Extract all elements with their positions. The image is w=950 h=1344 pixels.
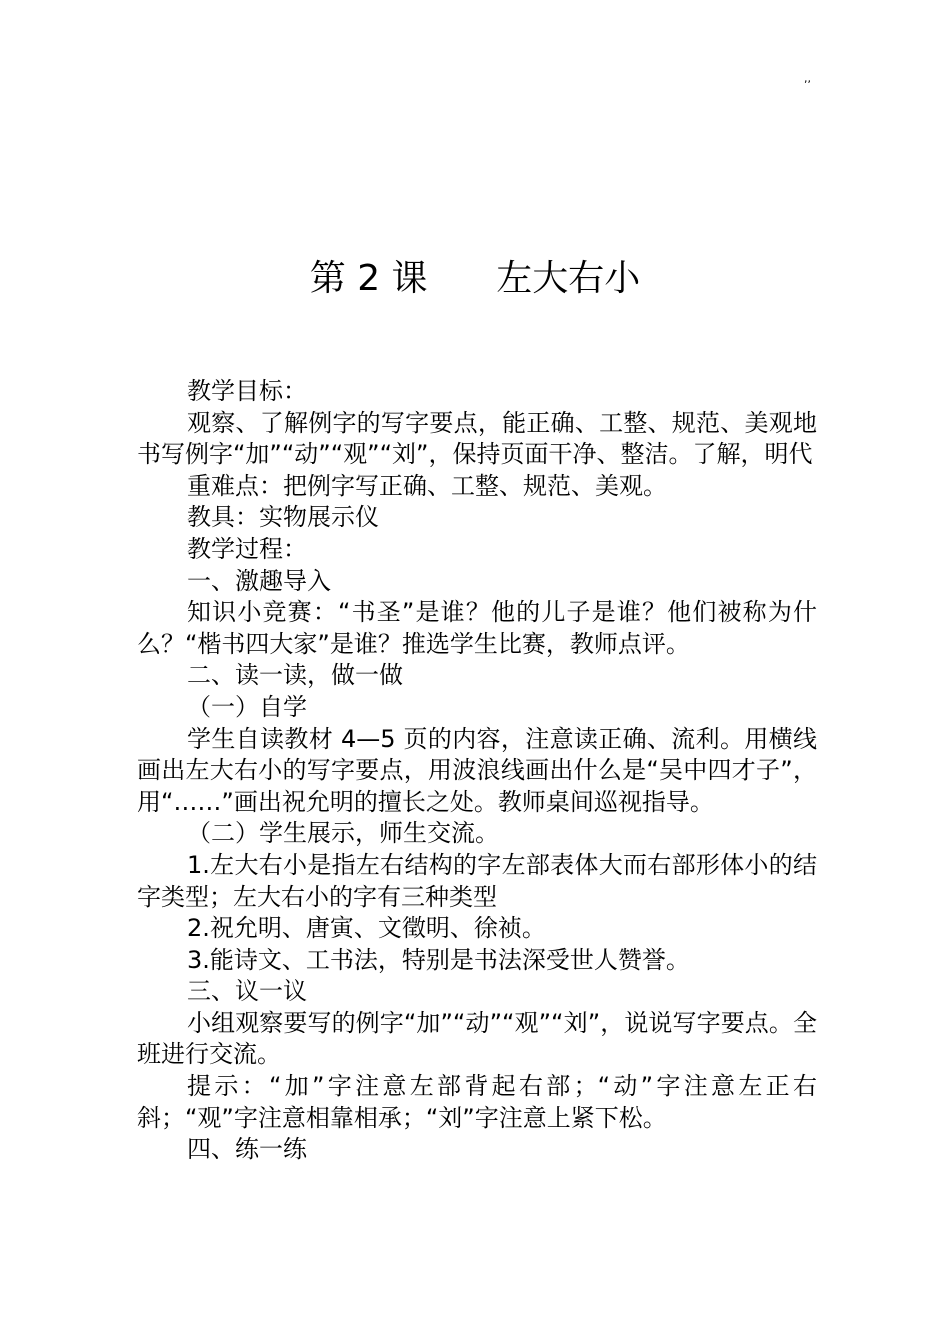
paragraph-key-points: 重难点：把例字写正确、工整、规范、美观。 bbox=[187, 471, 667, 500]
corner-mark: ,, bbox=[804, 72, 811, 85]
paragraph-group-observe: 小组观察要写的例字“加”“动”“观”“刘”，说说写字要点。全班进行交流。 bbox=[137, 1008, 817, 1069]
paragraph-process-heading: 教学过程： bbox=[187, 534, 307, 563]
lesson-title: 第 2 课 左大右小 bbox=[309, 258, 641, 299]
subsection-heading-self-study: （一）自学 bbox=[187, 692, 307, 721]
section-heading-2: 二、读一读，做一做 bbox=[187, 661, 403, 690]
paragraph-objectives-heading: 教学目标： bbox=[187, 377, 307, 405]
section-heading-4: 四、练一练 bbox=[187, 1135, 307, 1164]
list-item-3: 3.能诗文、工书法，特别是书法深受世人赞誉。 bbox=[187, 945, 690, 974]
paragraph-objectives: 观察、了解例字的写字要点，能正确、工整、规范、美观地书写例字“加”“动”“观”“刘”，保持页面干净、整洁。了解，明代 bbox=[137, 408, 817, 469]
list-item-2: 2.祝允明、唐寅、文徵明、徐祯。 bbox=[187, 914, 546, 943]
paragraph-quiz: 知识小竞赛：“书圣”是谁？他的儿子是谁？他们被称为什么？“楷书四大家”是谁？推选学生比赛，教师点评。 bbox=[137, 598, 817, 658]
lesson-body bbox=[137, 376, 817, 1166]
list-item-1: 1.左大右小是指左右结构的字左部表体大而右部形体小的结字类型；左大右小的字有三种类型 bbox=[137, 850, 817, 911]
paragraph-teaching-aids: 教具：实物展示仪 bbox=[187, 503, 379, 532]
section-heading-1: 一、激趣导入 bbox=[187, 566, 331, 595]
subsection-heading-exchange: （二）学生展示，师生交流。 bbox=[187, 819, 499, 848]
section-heading-3: 三、议一议 bbox=[187, 977, 307, 1006]
paragraph-self-study: 学生自读教材 4—5 页的内容，注意读正确、流利。用横线画出左大右小的写字要点，用波浪线画出什么是“吴中四才子”，用“……”画出祝允明的擅长之处。教师桌间巡视指导。 bbox=[137, 724, 817, 816]
paragraph-hints: 提示：“加”字注意左部背起右部；“动”字注意左正右斜；“观”字注意相靠相承；“刘”字注意上紧下松。 bbox=[137, 1072, 817, 1132]
